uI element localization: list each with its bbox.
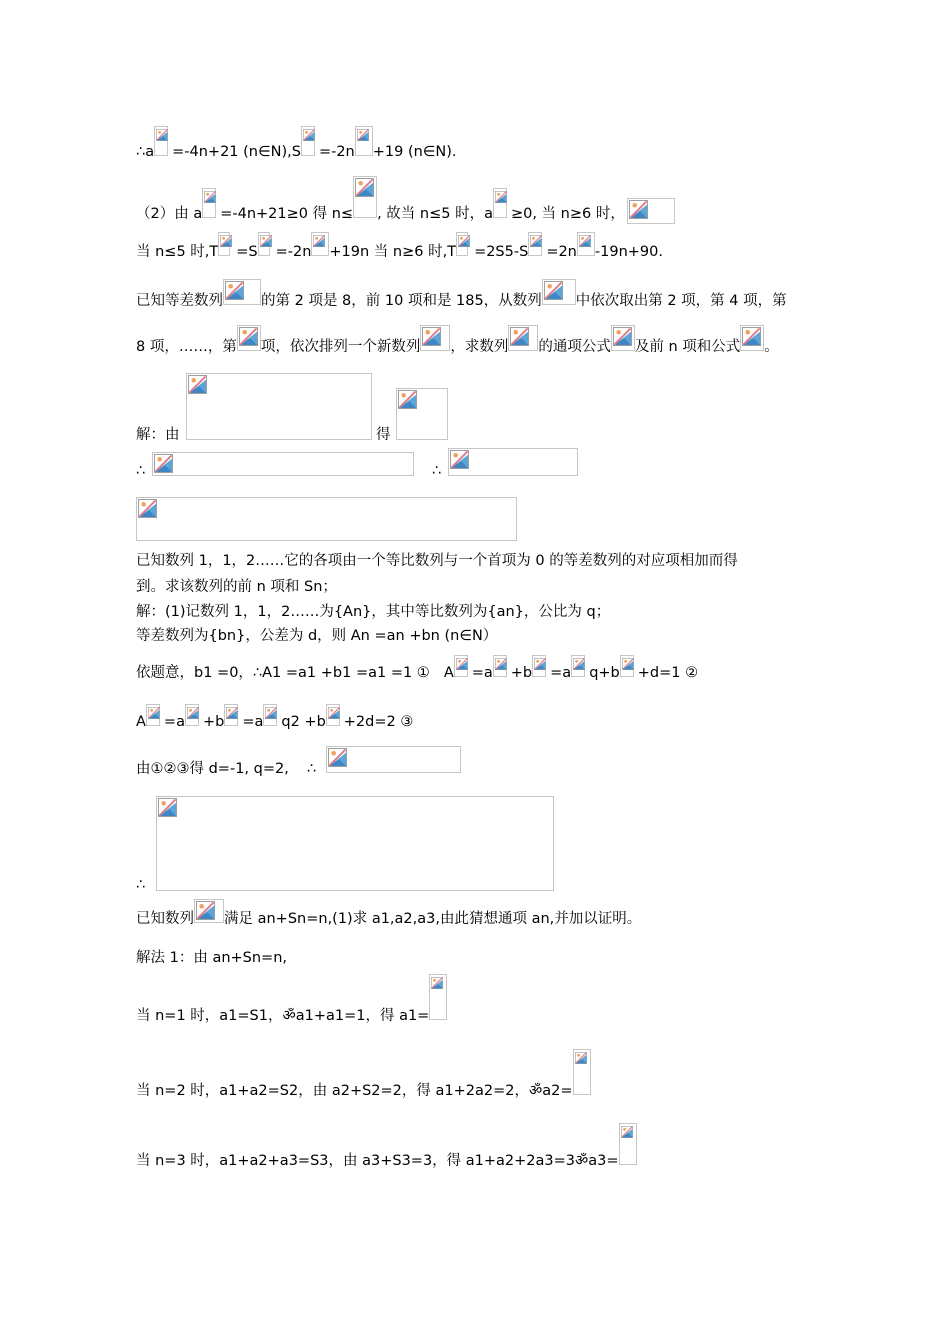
text: 8 项，……，第 xyxy=(136,339,237,355)
text: q+b xyxy=(589,665,620,681)
text: 解：由 xyxy=(136,427,180,443)
text: 。 xyxy=(764,339,779,355)
line-2 xyxy=(136,200,675,223)
paragraph-line: 已知数列 1，1，2……它的各项由一个等比数列与一个首项为 0 的等差数列的对应项相加而得 xyxy=(136,553,738,569)
text: =a xyxy=(550,665,572,681)
broken-image-icon xyxy=(740,325,764,351)
text: A xyxy=(136,714,146,730)
line-6-b xyxy=(376,426,391,444)
broken-image-icon xyxy=(627,198,675,224)
broken-image-icon xyxy=(456,232,468,256)
broken-image-icon xyxy=(420,325,450,351)
line-9 xyxy=(136,708,413,731)
line-3 xyxy=(136,238,663,261)
text: q2 +b xyxy=(281,714,326,730)
broken-image-icon xyxy=(311,232,329,256)
text: 当 n=3 时，a1+a2+a3=S3，由 a3+S3=3，得 a1+a2+2a3=3 xyxy=(136,1153,576,1169)
text: ∴a xyxy=(136,144,155,160)
text: +d=1 ② xyxy=(637,665,699,681)
broken-image-icon xyxy=(429,974,447,1020)
line-13: 解法 1：由 an+Sn=n, xyxy=(136,950,288,966)
line-4 xyxy=(136,287,787,310)
broken-image-icon xyxy=(528,232,542,256)
text: ，求数列 xyxy=(450,339,509,355)
text: a3= xyxy=(588,1153,619,1169)
text: 及前 n 项和公式 xyxy=(634,339,741,355)
paragraph-line: 到。求该数列的前 n 项和 Sn； xyxy=(136,579,337,595)
text: ≥0, 当 n≥6 时， xyxy=(510,206,625,222)
text: ॐ xyxy=(529,1083,543,1099)
broken-image-icon xyxy=(146,704,160,726)
broken-image-icon xyxy=(237,325,261,351)
formula-image xyxy=(186,373,372,440)
text: A xyxy=(443,665,454,681)
broken-image-icon xyxy=(326,704,340,726)
text: ॐ xyxy=(282,1008,296,1024)
broken-image-icon xyxy=(571,655,585,677)
line-7 xyxy=(136,462,145,480)
text: =S xyxy=(236,244,258,260)
text: =-2n xyxy=(318,144,355,160)
broken-image-icon xyxy=(542,279,576,305)
text: a1+a1=1，得 a1= xyxy=(295,1008,430,1024)
line-1 xyxy=(136,138,457,161)
text: +19n 当 n≥6 时,T xyxy=(329,244,457,260)
line-7-b xyxy=(432,462,441,480)
broken-image-icon xyxy=(263,704,277,726)
formula-image xyxy=(326,746,461,773)
broken-image-icon xyxy=(620,655,634,677)
line-8 xyxy=(136,659,698,682)
text: =-4n+21 (n∈N),S xyxy=(172,144,301,160)
line-14 xyxy=(136,1002,447,1025)
broken-image-icon xyxy=(355,126,373,156)
broken-image-icon xyxy=(301,126,315,156)
line-15 xyxy=(136,1077,591,1100)
text: 已知数列 xyxy=(136,911,194,927)
text: ∴ xyxy=(136,463,146,479)
broken-image-icon xyxy=(258,232,270,256)
broken-image-icon xyxy=(493,655,507,677)
text: 中依次取出第 2 项，第 4 项，第 xyxy=(575,293,787,309)
broken-image-icon xyxy=(532,655,546,677)
broken-image-icon xyxy=(611,325,635,351)
text: 由①②③得 d=-1, q=2, xyxy=(136,761,289,777)
broken-image-icon xyxy=(224,704,238,726)
broken-image-icon xyxy=(353,176,377,218)
text: 的通项公式 xyxy=(538,339,611,355)
text: 当 n=2 时，a1+a2=S2，由 a2+S2=2，得 a1+2a2=2， xyxy=(136,1083,529,1099)
text: 得 xyxy=(376,427,391,443)
paragraph-line: 等差数列为{bn}，公差为 d，则 An =an +bn (n∈N） xyxy=(136,628,498,644)
broken-image-icon xyxy=(194,899,224,923)
text: ∴ xyxy=(306,761,317,777)
text: =a xyxy=(471,665,493,681)
text: +b xyxy=(202,714,225,730)
broken-image-icon xyxy=(508,325,538,351)
text: =-4n+21≥0 得 n≤ xyxy=(220,206,354,222)
text: =a xyxy=(242,714,264,730)
broken-image-icon xyxy=(154,126,168,156)
broken-image-icon xyxy=(573,1049,591,1095)
broken-image-icon xyxy=(454,655,468,677)
text: 依题意，b1 =0，∴A1 =a1 +b1 =a1 =1 ① xyxy=(136,665,430,681)
text: +2d=2 ③ xyxy=(343,714,414,730)
text: ॐ xyxy=(575,1153,589,1169)
line-5 xyxy=(136,333,779,356)
text: +b xyxy=(510,665,533,681)
broken-image-icon xyxy=(185,704,199,726)
text: , 故当 n≤5 时，a xyxy=(377,206,493,222)
text: 满足 an+Sn=n,(1)求 a1,a2,a3,由此猜想通项 an,并加以证明。 xyxy=(224,911,642,927)
formula-image xyxy=(396,388,448,440)
text: +19 (n∈N). xyxy=(372,144,457,160)
text: （2）由 a xyxy=(136,206,203,222)
text: 当 n≤5 时,T xyxy=(136,244,219,260)
broken-image-icon xyxy=(577,232,595,256)
broken-image-icon xyxy=(218,232,230,256)
formula-image xyxy=(156,796,554,891)
text: -19n+90. xyxy=(594,244,663,260)
text: 项，依次排列一个新数列 xyxy=(260,339,421,355)
line-16 xyxy=(136,1147,637,1170)
text: =-2n xyxy=(275,244,312,260)
text: a2= xyxy=(542,1083,573,1099)
text: 的第 2 项是 8，前 10 项和是 185，从数列 xyxy=(261,293,542,309)
text: =2n xyxy=(546,244,577,260)
text: 已知等差数列 xyxy=(136,293,223,309)
line-12 xyxy=(136,905,641,928)
formula-image xyxy=(448,448,578,476)
text: =2S5-S xyxy=(474,244,529,260)
line-11 xyxy=(136,876,145,894)
line-10 xyxy=(136,760,316,778)
line-6 xyxy=(136,426,180,444)
broken-image-icon xyxy=(493,188,507,218)
broken-image-icon xyxy=(223,279,261,305)
text: ∴ xyxy=(432,463,442,479)
text: ∴ xyxy=(136,877,146,893)
text: =a xyxy=(163,714,185,730)
paragraph-line: 解：(1)记数列 1，1，2……为{An}，其中等比数列为{an}，公比为 q； xyxy=(136,604,611,620)
broken-image-icon xyxy=(619,1123,637,1165)
broken-image-icon xyxy=(202,188,216,218)
formula-image xyxy=(152,452,414,476)
formula-image xyxy=(136,497,517,541)
text: 当 n=1 时，a1=S1， xyxy=(136,1008,283,1024)
